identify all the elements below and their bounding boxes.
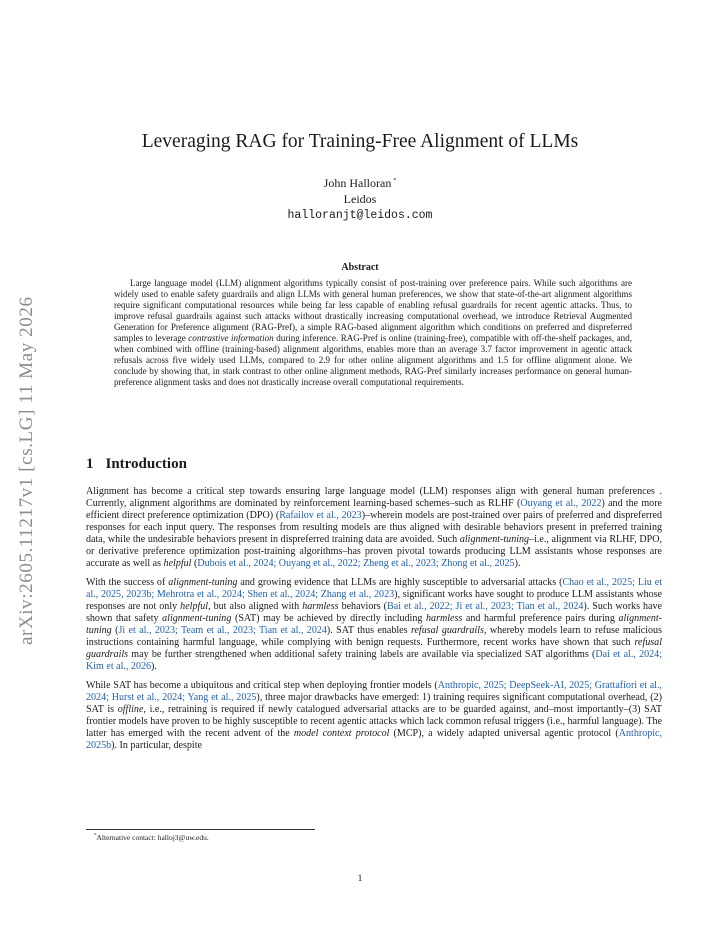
paragraph-2: With the success of alignment-tuning and growing evidence that LLMs are highly susceptible to adversarial attacks (Chao et al., 2025; Liu et al., 2025, 2023b; Mehrotra et al., 2024; Shen et al., 2024; Zhang et al., 2023), significant works have sought to produce LLM assistants whose responses are not only helpful, but also aligned with harmless behaviors (Bai et al., 2022; Ji et al., 2023; Tian et al., 2024). Such works have shown that safety alignment-tuning (SAT) may be achieved by directly including harmless and harmful preference pairs during alignment-tuning (Ji et al., 2023; Team et al., 2023; Tian et al., 2024). SAT thus enables refusal guardrails, whereby models learn to refuse malicious instructions containing harmful language, while complying with benign requests. Furthermore, recent works have shown that such refusal guardrails may be further strengthened when additional safety training labels are available via specialized SAT algorithms (Dai et al., 2024; Kim et al., 2026). (86, 576, 662, 673)
abstract-text: Large language model (LLM) alignment algorithms typically consist of post-training over preference pairs. While such algorithms are widely used to enable safety guardrails and align LLMs with general human preferences, we show that state-of-the-art alignment algorithms require significant computational resources while being far less capable of enabling refusal guardrails for recent agentic attacks. Thus, to improve refusal guardrails against such attacks without drastically increasing computational overhead, we introduce Retrieval Augmented Generation for Preference alignment (RAG-Pref), a simple RAG-based alignment algorithm which conditions on preferred and dispreferred samples to leverage contrastive information during inference. RAG-Pref is online (training-free), compatible with off-the-shelf packages, and, when combined with offline (training-based) alignment algorithms, enables more than an average 3.7 factor improvement in agentic attack refusals across five widely used LLMs, compared to 2.9 for other online alignment algorithms and 1.5 for offline alignment alone. We conclude by showing that, in stark contrast to other online alignment methods, RAG-Pref similarly increases performance on general human-preference alignment tasks and does not drastically increase overall computational requirements. (114, 278, 632, 388)
emphasis: alignment-tuning (168, 576, 238, 588)
arxiv-identifier: arXiv:2605.11217v1 [cs.LG] 11 May 2026 (16, 296, 37, 645)
page-number: 1 (357, 874, 363, 884)
citation-link[interactable]: Rafailov et al., 2023 (279, 510, 362, 522)
emphasis: alignment-tuning (86, 612, 662, 637)
citation-link[interactable]: Bai et al., 2022; Ji et al., 2023; Tian et al., 2024 (387, 600, 584, 612)
citation-link[interactable]: Ouyang et al., 2022 (520, 498, 602, 510)
emphasis: alignment-tuning (162, 612, 232, 624)
emphasis: alignment-tuning (459, 534, 530, 546)
emphasis: refusal guardrails (86, 637, 662, 661)
citation-link[interactable]: Dubois et al., 2024; Ouyang et al., 2022; Zheng et al., 2023; Zhong et al., 2025 (197, 558, 515, 570)
emphasis: contrastive information (188, 333, 274, 344)
emphasis: harmless (426, 612, 463, 624)
author-name-text: John Halloran (323, 176, 392, 190)
footnote-divider (86, 829, 315, 830)
paragraph-3: While SAT has become a ubiquitous and critical step when deploying frontier models (Anthropic, 2025; DeepSeek-AI, 2025; Grattafiori et al., 2024; Hurst et al., 2024; Yang et al., 2025), three major drawbacks have emerged: 1) training requires significant computational overhead, (2) SAT is offline, i.e., retraining is required if newly catalogued adversarial attacks are to be guarded against, and–most importantly–(3) SAT frontier models have proven to be highly susceptible to recent agentic attacks which lack common refusal triggers (i.e., harmful language). The latter has emerged with the recent advent of the model context protocol (MCP), a widely adapted universal agentic protocol (Anthropic, 2025b). In particular, despite (86, 679, 662, 751)
section-number: 1 (86, 456, 94, 472)
paragraph-1: Alignment has become a critical step towards ensuring large language model (LLM) responses align with general human preferences . Currently, alignment algorithms are dominated by reinforcement learning-based schemes–such as RLHF (Ouyang et al., 2022) and the more efficient direct preference optimization (DPO) (Rafailov et al., 2023)–wherein models are post-trained over pairs of preferred and dispreferred responses for each input query. The responses from resulting models are thus aligned with desirable behaviors present in preferred training data, while the undesirable behaviors present in dispreferred training data are avoided. Such alignment-tuning–i.e., alignment via RLHF, DPO, or derivative preference optimization post-training algorithms–has proven pivotal towards producing LLM assistants whose responses are accurate as well as helpful (Dubois et al., 2024; Ouyang et al., 2022; Zheng et al., 2023; Zhong et al., 2025). (86, 486, 663, 570)
citation-link[interactable]: Dai et al., 2024; Kim et al., 2026 (86, 649, 662, 673)
footnote-text: Alternative contact: halloj3@uw.edu. (96, 833, 209, 842)
emphasis: refusal guardrails (410, 625, 484, 637)
author-footnote-mark: * (393, 178, 397, 184)
emphasis: model context protocol (293, 727, 390, 739)
emphasis: helpful (163, 558, 192, 570)
abstract-heading: Abstract (341, 262, 379, 273)
author-name (0, 176, 720, 191)
footnote-mark: * (94, 833, 97, 839)
citation-link[interactable]: Anthropic, 2025b (86, 727, 662, 751)
citation-link[interactable]: Ji et al., 2023; Team et al., 2023; Tian et al., 2024 (118, 625, 327, 637)
section-heading (86, 456, 187, 473)
abstract-body (114, 278, 632, 388)
emphasis: offline (117, 703, 144, 715)
emphasis: helpful (180, 600, 209, 612)
citation-link[interactable]: Anthropic, 2025; DeepSeek-AI, 2025; Grattafiori et al., 2024; Hurst et al., 2024; Yang et al., 2025 (86, 679, 662, 703)
emphasis: harmless (302, 600, 339, 612)
paper-title: Leveraging RAG for Training-Free Alignment of LLMs (141, 131, 579, 152)
author-email: halloranjt@leidos.com (287, 209, 433, 222)
citation-link[interactable]: Chao et al., 2025; Liu et al., 2025, 2023b; Mehrotra et al., 2024; Shen et al., 2024; Zhang et al., 2023 (86, 576, 662, 600)
section-title: Introduction (105, 456, 187, 472)
footnote (94, 833, 209, 842)
introduction-body (86, 486, 662, 758)
author-affiliation: Leidos (343, 192, 377, 206)
